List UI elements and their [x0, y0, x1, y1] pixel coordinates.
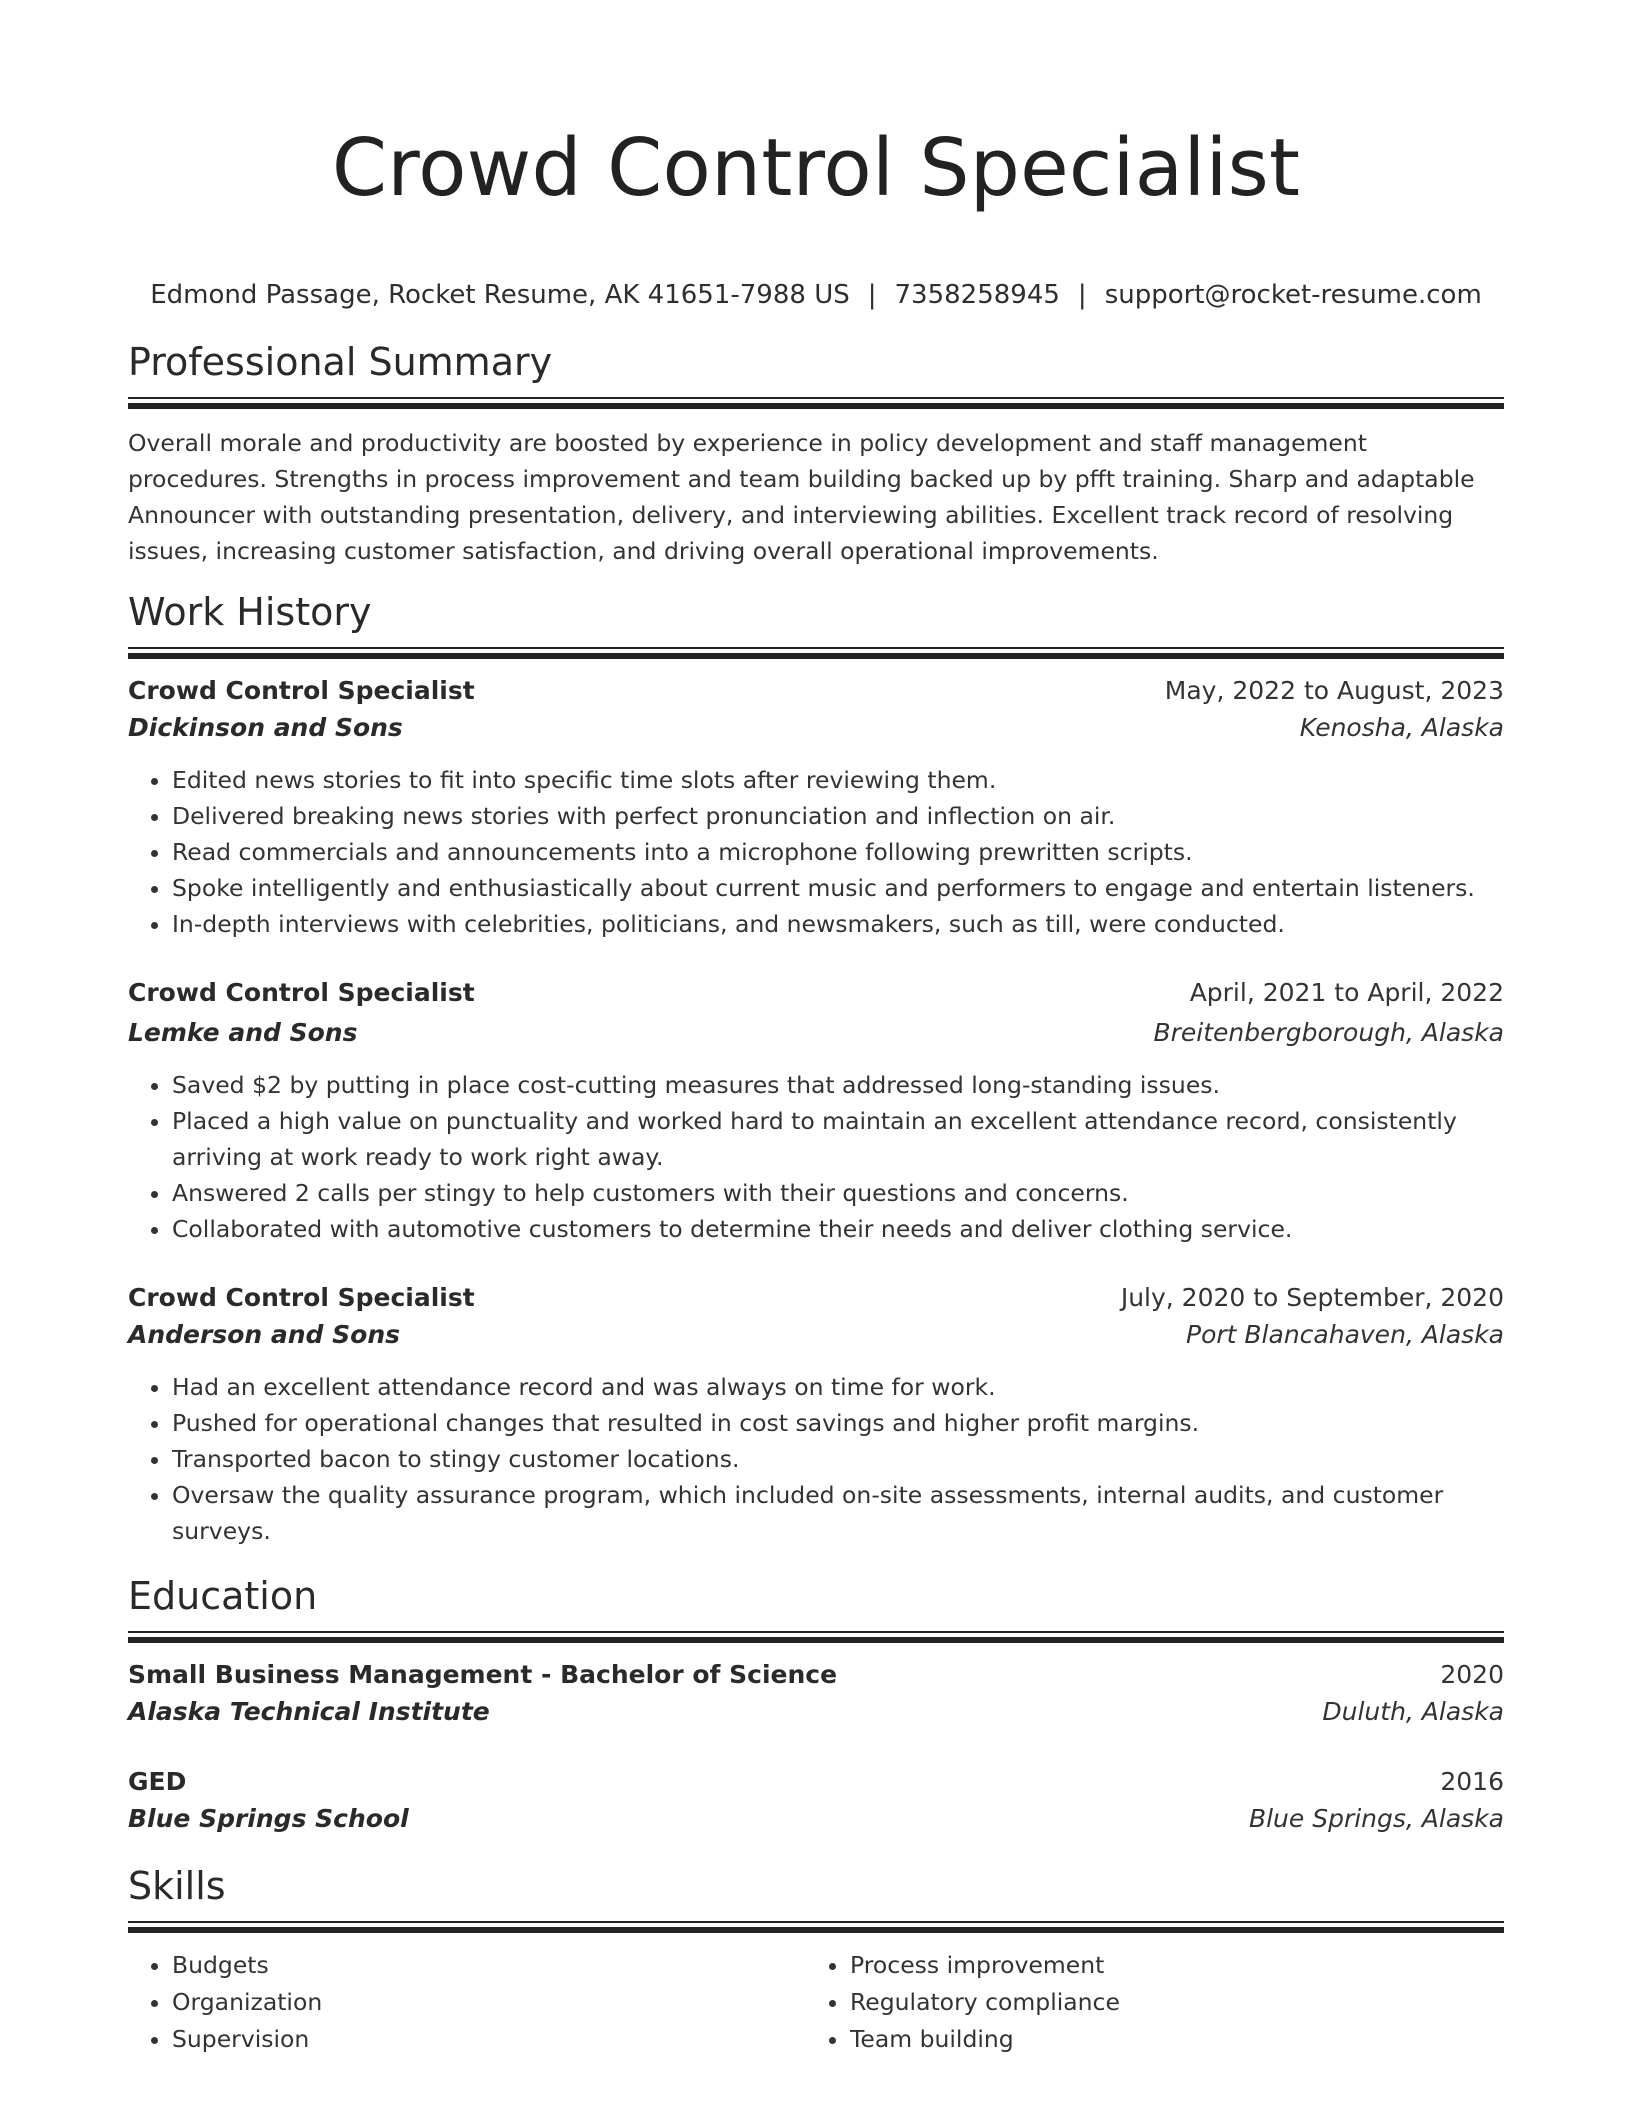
- list-item: • Placed a high value on punctuality and worked hard to maintain an excellent attendance record, consistently arriving at work ready to work right away.: [172, 1103, 1504, 1175]
- list-item: • Process improvement: [850, 1947, 1484, 1984]
- job-location: Kenosha, Alaska: [1299, 713, 1504, 742]
- section-title-skills: Skills: [128, 1864, 226, 1908]
- education-location: Duluth, Alaska: [1322, 1697, 1504, 1726]
- contact-email[interactable]: support@rocket-resume.com: [1104, 280, 1482, 310]
- contact-line: [128, 277, 1504, 313]
- job-bullets: [128, 762, 1504, 942]
- job-entry: [128, 673, 1504, 942]
- job-title: Crowd Control Specialist: [128, 1283, 475, 1312]
- job-title: Crowd Control Specialist: [128, 676, 475, 705]
- list-item: • Organization: [172, 1984, 806, 2021]
- summary-section: [128, 339, 1504, 569]
- list-item: • Transported bacon to stingy customer locations.: [172, 1441, 1504, 1477]
- section-divider: [128, 647, 1504, 659]
- education-year: 2020: [1440, 1660, 1504, 1689]
- skills-list-right: [806, 1947, 1484, 2058]
- list-item: • Read commercials and announcements into a microphone following prewritten scripts.: [172, 834, 1504, 870]
- list-item: • Pushed for operational changes that resulted in cost savings and higher profit margins.: [172, 1405, 1504, 1441]
- list-item: • Delivered breaking news stories with perfect pronunciation and inflection on air.: [172, 798, 1504, 834]
- contact-separator: |: [867, 280, 877, 310]
- education-school: Blue Springs School: [128, 1804, 409, 1833]
- education-entry: [128, 1764, 1504, 1837]
- section-divider: [128, 397, 1504, 409]
- section-title-summary: Professional Summary: [128, 340, 553, 384]
- education-school: Alaska Technical Institute: [128, 1697, 490, 1726]
- list-item: • Oversaw the quality assurance program, which included on-site assessments, internal audits, and customer surveys.: [172, 1477, 1504, 1549]
- list-item: • Budgets: [172, 1947, 806, 1984]
- education-degree: GED: [128, 1767, 187, 1796]
- job-company: Anderson and Sons: [128, 1320, 401, 1349]
- section-title-work-history: Work History: [128, 590, 372, 634]
- job-location: Port Blancahaven, Alaska: [1186, 1320, 1504, 1349]
- list-item: • Regulatory compliance: [850, 1984, 1484, 2021]
- job-entry: [128, 975, 1504, 1247]
- job-dates: July, 2020 to September, 2020: [1120, 1283, 1504, 1312]
- education-degree: Small Business Management - Bachelor of Science: [128, 1660, 838, 1689]
- job-bullets: [128, 1369, 1504, 1549]
- job-company: Lemke and Sons: [128, 1018, 358, 1047]
- list-item: • Edited news stories to fit into specific time slots after reviewing them.: [172, 762, 1504, 798]
- education-location: Blue Springs, Alaska: [1248, 1804, 1504, 1833]
- list-item: • Supervision: [172, 2021, 806, 2058]
- job-company: Dickinson and Sons: [128, 713, 403, 742]
- work-history-section: [128, 589, 1504, 1549]
- job-title: Crowd Control Specialist: [128, 978, 475, 1007]
- contact-phone: 7358258945: [894, 280, 1060, 310]
- list-item: • Collaborated with automotive customers to determine their needs and deliver clothing service.: [172, 1211, 1504, 1247]
- list-item: • Team building: [850, 2021, 1484, 2058]
- list-item: • Spoke intelligently and enthusiastically about current music and performers to engage and entertain listeners.: [172, 870, 1504, 906]
- contact-separator: |: [1077, 280, 1087, 310]
- job-bullets: [128, 1067, 1504, 1247]
- contact-address: Edmond Passage, Rocket Resume, AK 41651-7988 US: [150, 280, 850, 310]
- skills-section: [128, 1863, 1504, 2058]
- section-divider: [128, 1631, 1504, 1643]
- education-entry: [128, 1657, 1504, 1730]
- list-item: • In-depth interviews with celebrities, politicians, and newsmakers, such as till, were conducted.: [172, 906, 1504, 942]
- skills-list-left: [128, 1947, 806, 2058]
- job-dates: May, 2022 to August, 2023: [1164, 676, 1504, 705]
- education-section: [128, 1573, 1504, 1837]
- job-dates: April, 2021 to April, 2022: [1189, 978, 1504, 1007]
- list-item: • Saved $2 by putting in place cost-cutting measures that addressed long-standing issues.: [172, 1067, 1504, 1103]
- resume-page: [128, 0, 1504, 2058]
- resume-name: Crowd Control Specialist: [331, 122, 1301, 214]
- education-year: 2016: [1440, 1767, 1504, 1796]
- job-location: Breitenbergborough, Alaska: [1153, 1018, 1504, 1047]
- section-divider: [128, 1921, 1504, 1933]
- job-entry: [128, 1280, 1504, 1549]
- list-item: • Answered 2 calls per stingy to help customers with their questions and concerns.: [172, 1175, 1504, 1211]
- skills-columns: [128, 1947, 1504, 2058]
- summary-text: Overall morale and productivity are boosted by experience in policy development and staff management procedures. Strengths in process improvement and team building backed up by pfft training. Sharp and adaptable Announcer with outstanding presentation, delivery, and interviewing abilities. Excellent track record of resolving issues, increasing customer satisfaction, and driving overall operational improvements.: [128, 429, 1475, 565]
- list-item: • Had an excellent attendance record and was always on time for work.: [172, 1369, 1504, 1405]
- section-title-education: Education: [128, 1574, 318, 1618]
